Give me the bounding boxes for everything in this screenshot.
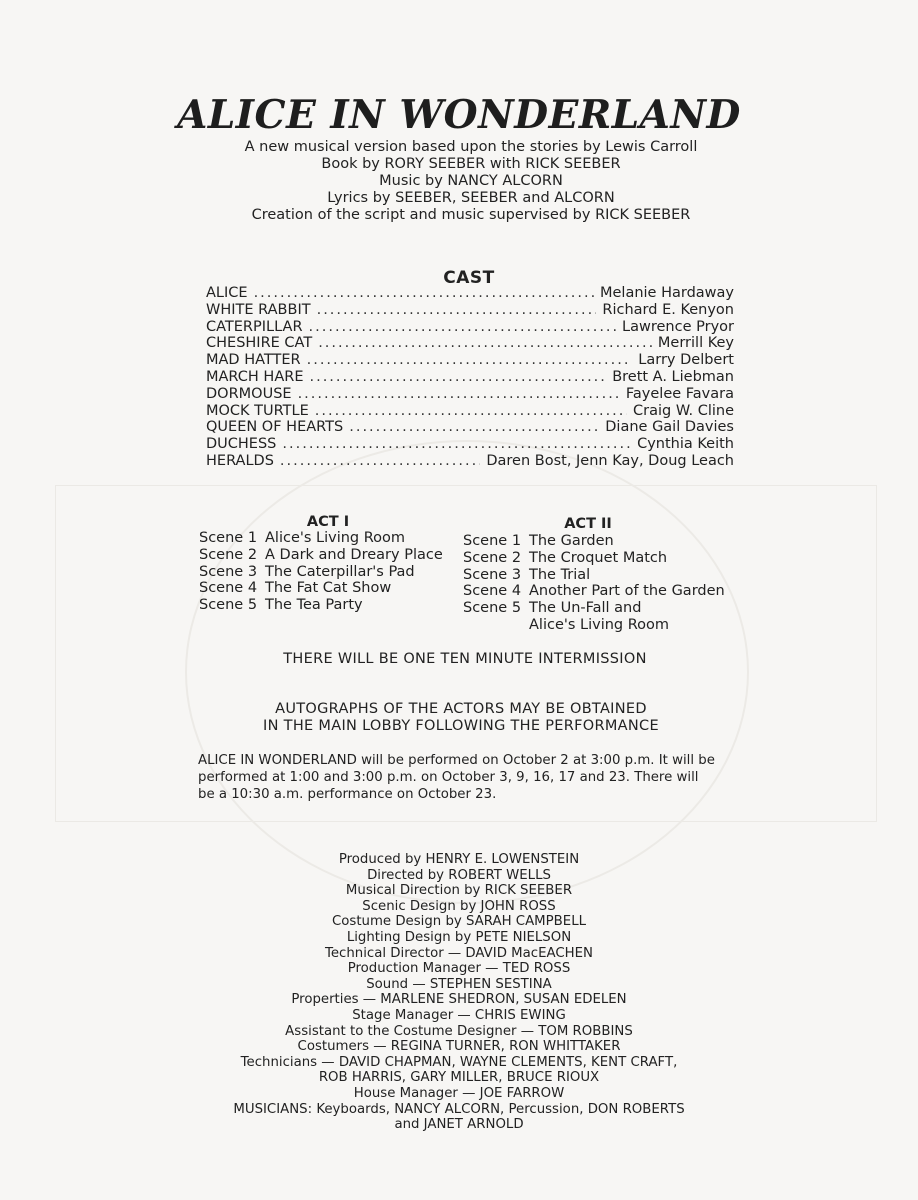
cast-actor: Brett A. Liebman <box>612 368 734 385</box>
cast-row <box>206 319 734 336</box>
scene-name: Alice's Living Room <box>265 530 406 546</box>
credit-line: Book by RORY SEEBER with RICK SEEBER <box>321 156 621 172</box>
scene-row <box>463 533 725 550</box>
scene-row <box>463 550 725 567</box>
leader-dots <box>280 453 480 470</box>
page-title: ALICE IN WONDERLAND <box>177 92 741 138</box>
cast-role: QUEEN OF HEARTS <box>206 419 344 436</box>
act1-scene-list <box>199 530 443 614</box>
cast-role: DUCHESS <box>206 436 277 453</box>
scene-row <box>463 600 725 634</box>
staff-line: Costume Design by SARAH CAMPBELL <box>331 914 587 930</box>
scene-name: The Un-Fall and Alice's Living Room <box>529 600 670 633</box>
act2-heading: ACT II <box>564 516 612 532</box>
cast-actor: Melanie Hardaway <box>599 285 734 301</box>
staff-line: MUSICIANS: Keyboards, NANCY ALCORN, Percussion, DON ROBERTS <box>233 1101 685 1117</box>
cast-actor: Larry Delbert <box>638 352 734 369</box>
cast-row <box>206 436 734 453</box>
staff-line: Musical Direction by RICK SEEBER <box>345 883 573 899</box>
staff-line: Sound — STEPHEN SESTINA <box>366 976 552 992</box>
cast-actor: Cynthia Keith <box>637 436 734 453</box>
scene-number: Scene 5 <box>463 600 522 617</box>
leader-dots <box>282 436 631 453</box>
autographs-line: IN THE MAIN LOBBY FOLLOWING THE PERFORMANCE <box>263 718 659 734</box>
leader-dots <box>254 285 594 302</box>
performance-schedule: ALICE IN WONDERLAND will be performed on October 2 at 3:00 p.m. It will be performed at 1:00 and 3:00 p.m. on October 3, 9, 16, 17 and 23. There will be a 10:30 a.m. performance on October 23. <box>198 753 715 802</box>
cast-row <box>206 352 734 369</box>
staff-line: Produced by HENRY E. LOWENSTEIN <box>338 852 580 867</box>
scene-row <box>199 564 443 581</box>
cast-role: HERALDS <box>206 452 274 469</box>
scene-number: Scene 3 <box>199 563 258 580</box>
cast-row <box>206 369 734 386</box>
scene-name: The Trial <box>529 566 591 583</box>
staff-line: Scenic Design by JOHN ROSS <box>362 898 556 914</box>
cast-row <box>206 403 734 420</box>
staff-line: Costumers — REGINA TURNER, RON WHITTAKER <box>297 1039 621 1055</box>
cast-role: MARCH HARE <box>206 368 304 385</box>
staff-line: Technical Director — DAVID MacEACHEN <box>324 945 593 961</box>
scene-row <box>199 580 443 597</box>
cast-actor: Fayelee Favara <box>625 385 734 402</box>
cast-role: MAD HATTER <box>206 352 301 369</box>
scene-name: The Tea Party <box>265 597 363 614</box>
leader-dots <box>315 403 627 420</box>
cast-heading: CAST <box>443 268 495 288</box>
credit-line: Music by NANCY ALCORN <box>379 173 563 189</box>
staff-line: Stage Manager — CHRIS EWING <box>352 1007 566 1023</box>
act1-heading: ACT I <box>306 514 350 530</box>
staff-line: Production Manager — TED ROSS <box>347 961 571 977</box>
cast-role: DORMOUSE <box>206 385 292 402</box>
cast-row <box>206 335 734 352</box>
credits-block <box>0 139 918 224</box>
scene-name: A Dark and Dreary Place <box>265 546 443 563</box>
leader-dots <box>307 352 633 369</box>
credit-line: Creation of the script and music supervised by RICK SEEBER <box>251 207 691 223</box>
cast-actor: Craig W. Cline <box>633 402 734 419</box>
cast-role: ALICE <box>206 285 248 301</box>
staff-line: Technicians — DAVID CHAPMAN, WAYNE CLEMENTS, KENT CRAFT, <box>240 1054 678 1070</box>
scene-name: Another Part of the Garden <box>529 583 725 600</box>
scene-row <box>199 547 443 564</box>
cast-role: CHESHIRE CAT <box>206 335 313 352</box>
scene-number: Scene 2 <box>463 549 522 566</box>
staff-line: Lighting Design by PETE NIELSON <box>346 929 572 945</box>
scene-number: Scene 1 <box>199 530 258 546</box>
leader-dots <box>309 369 606 386</box>
staff-line: Properties — MARLENE SHEDRON, SUSAN EDELEN <box>291 992 627 1008</box>
scene-row <box>199 530 443 547</box>
staff-line: Directed by ROBERT WELLS <box>367 867 551 883</box>
credit-line: A new musical version based upon the stories by Lewis Carroll <box>244 139 698 155</box>
staff-line: House Manager — JOE FARROW <box>353 1085 565 1101</box>
scene-number: Scene 3 <box>463 566 522 583</box>
bleed-through-oval <box>185 440 749 904</box>
scene-number: Scene 4 <box>199 580 258 597</box>
autographs-line: AUTOGRAPHS OF THE ACTORS MAY BE OBTAINED <box>275 701 647 717</box>
intermission-notice: THERE WILL BE ONE TEN MINUTE INTERMISSION <box>283 651 647 667</box>
cast-row <box>206 453 734 470</box>
scene-name: The Caterpillar's Pad <box>265 563 415 580</box>
leader-dots <box>309 319 617 336</box>
scene-number: Scene 1 <box>463 533 522 549</box>
staff-line: Assistant to the Costume Designer — TOM ROBBINS <box>285 1023 633 1039</box>
cast-actor: Richard E. Kenyon <box>602 301 734 318</box>
cast-actor: Daren Bost, Jenn Kay, Doug Leach <box>486 452 734 469</box>
scene-number: Scene 5 <box>199 597 258 614</box>
scene-number: Scene 4 <box>463 583 522 600</box>
staff-line: ROB HARRIS, GARY MILLER, BRUCE RIOUX <box>318 1070 600 1086</box>
cast-row <box>206 419 734 436</box>
cast-list <box>206 285 734 470</box>
cast-row <box>206 285 734 302</box>
scene-name: The Garden <box>529 533 614 549</box>
scene-name: The Croquet Match <box>529 549 668 566</box>
cast-role: CATERPILLAR <box>206 318 303 335</box>
leader-dots <box>298 386 620 403</box>
leader-dots <box>349 419 599 436</box>
cast-role: MOCK TURTLE <box>206 402 309 419</box>
scene-row <box>463 583 725 600</box>
leader-dots <box>318 335 652 352</box>
cast-actor: Lawrence Pryor <box>622 318 734 335</box>
scene-row <box>463 567 725 584</box>
scene-row <box>199 597 443 614</box>
cast-actor: Merrill Key <box>657 335 734 352</box>
leader-dots <box>317 302 597 319</box>
staff-line: and JANET ARNOLD <box>394 1117 524 1133</box>
act2-scene-list <box>463 533 725 634</box>
scene-number: Scene 2 <box>199 546 258 563</box>
cast-actor: Diane Gail Davies <box>605 419 734 436</box>
production-staff <box>0 852 918 1133</box>
cast-row <box>206 302 734 319</box>
cast-row <box>206 386 734 403</box>
cast-role: WHITE RABBIT <box>206 301 311 318</box>
credit-line: Lyrics by SEEBER, SEEBER and ALCORN <box>327 190 615 206</box>
scene-name: The Fat Cat Show <box>265 580 392 597</box>
